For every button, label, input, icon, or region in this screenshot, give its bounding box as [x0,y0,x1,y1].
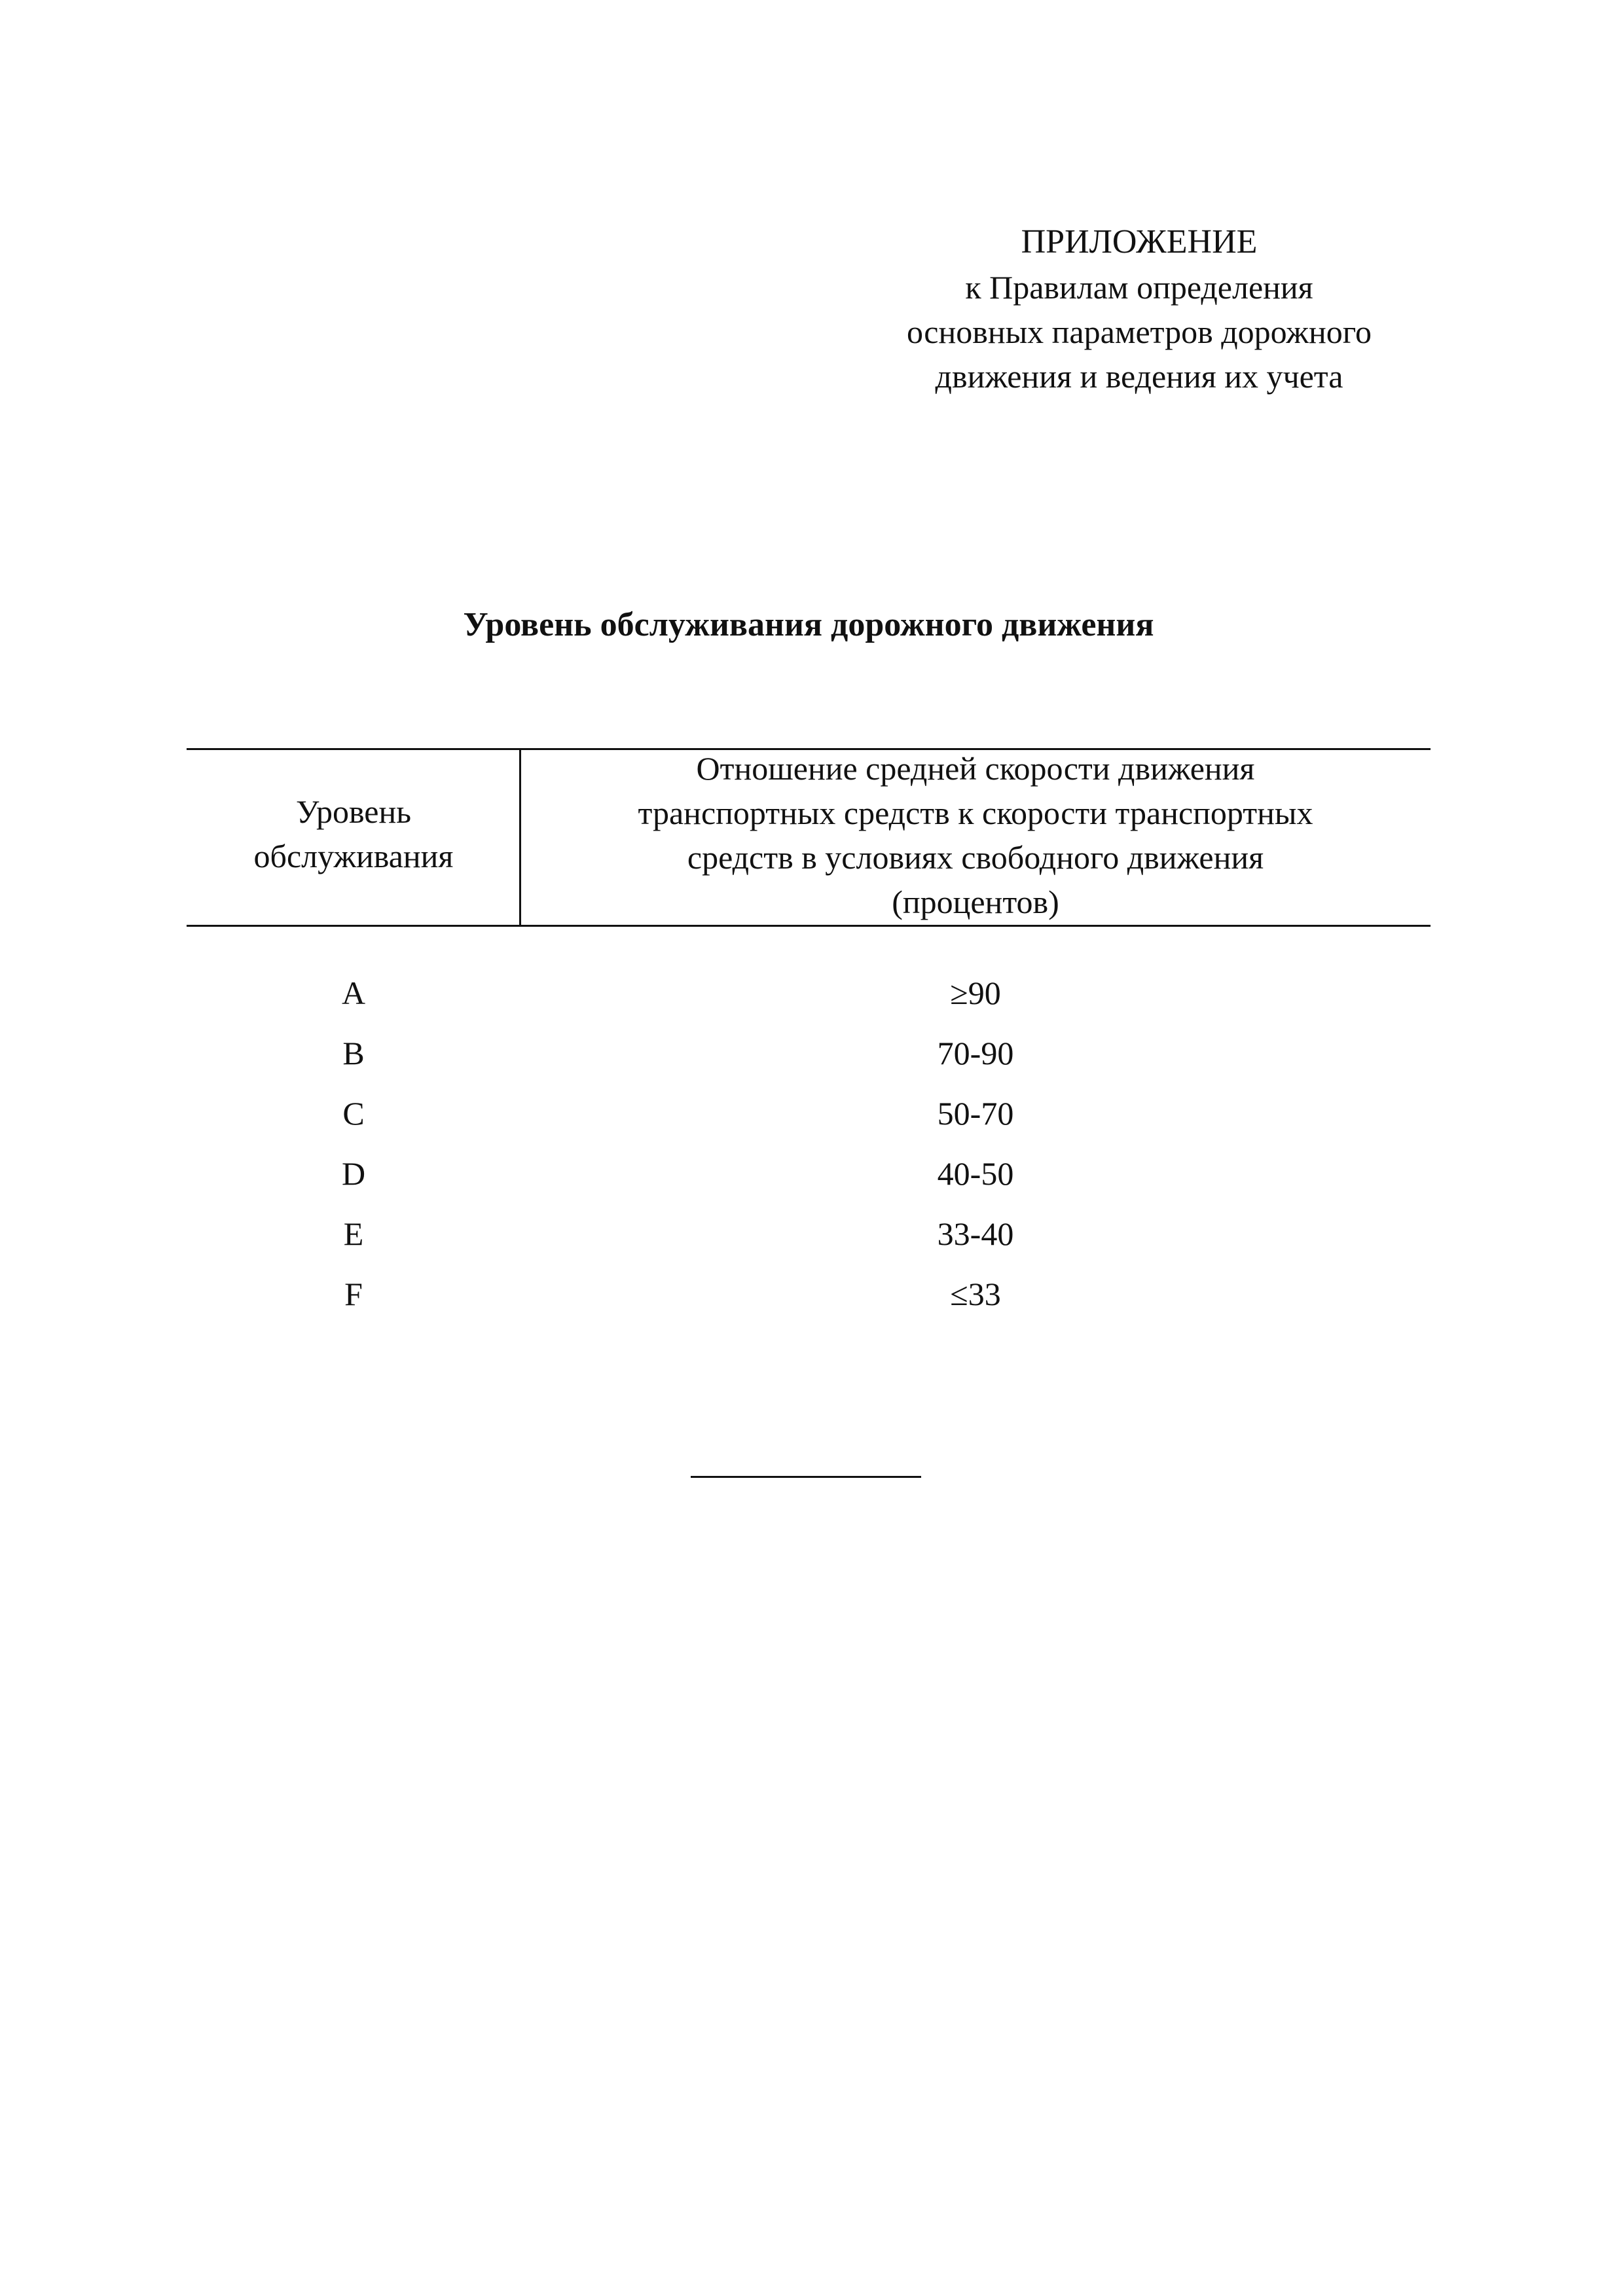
level-cell: B [342,1035,365,1071]
ratio-cell: 40-50 [937,1155,1014,1192]
level-cell: E [343,1215,364,1252]
header-level-line-2: обслуживания [253,838,454,874]
level-cell: C [342,1095,365,1132]
appendix-block [845,219,1434,399]
appendix-heading: ПРИЛОЖЕНИЕ [1021,223,1258,260]
ratio-cell: ≤33 [950,1276,1001,1312]
appendix-line-1: к Правилам определения [965,269,1313,306]
header-ratio-line-4: (процентов) [892,884,1059,920]
table-header-level [190,789,517,878]
header-level-line-1: Уровень [295,793,412,830]
document-title: Уровень обслуживания дорожного движения [463,606,1154,643]
end-separator-rule [691,1476,921,1478]
table-header-ratio [524,746,1427,924]
header-ratio-line-3: средств в условиях свободного движения [687,839,1264,876]
ratio-cell: ≥90 [950,975,1001,1011]
ratio-cell: 33-40 [937,1215,1014,1252]
ratio-cell: 70-90 [937,1035,1014,1071]
appendix-line-3: движения и ведения их учета [935,358,1343,395]
header-ratio-line-1: Отношение средней скорости движения [696,750,1255,787]
appendix-line-2: основных параметров дорожного [907,314,1372,350]
level-cell: A [341,975,366,1011]
table-column-divider [519,748,521,927]
ratio-cell: 50-70 [937,1095,1014,1132]
table-header-bottom-rule [187,925,1431,927]
level-cell: D [341,1155,366,1192]
header-ratio-line-2: транспортных средств к скорости транспортных [638,795,1313,831]
level-cell: F [344,1276,363,1312]
